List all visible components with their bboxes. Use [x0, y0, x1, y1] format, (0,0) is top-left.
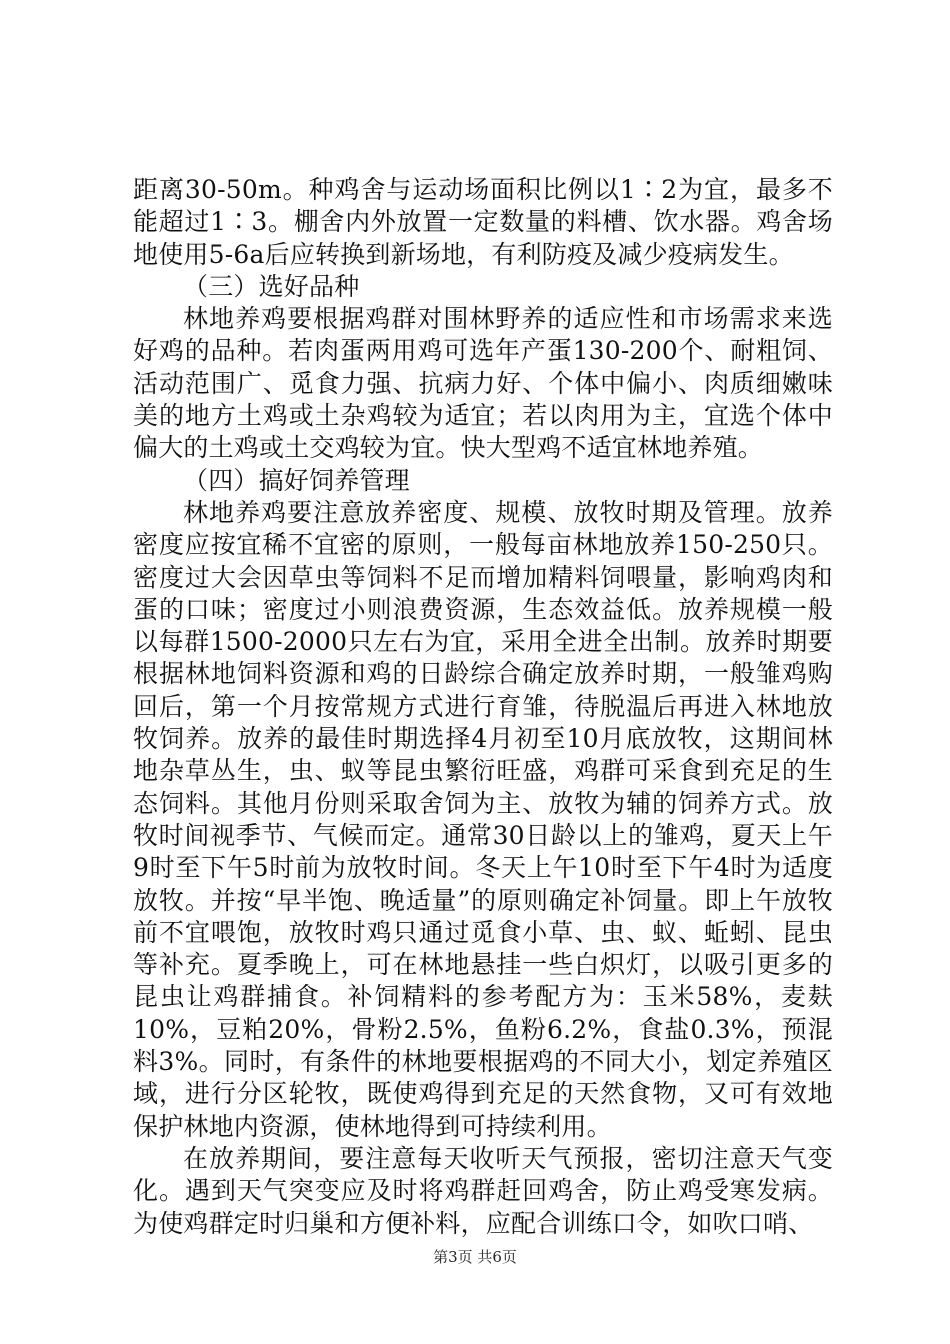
section-heading-3: （三）选好品种	[183, 271, 360, 301]
section-heading-4: （四）搞好饲养管理	[183, 465, 410, 495]
paragraph-feeding-management: 林地养鸡要注意放养密度、规模、放牧时期及管理。放养密度应按宜稀不宜密的原则，一般每亩林地放养150-250只。密度过大会因草虫等饲料不足而增加精料饲喂量，影响鸡肉和蛋的口味；密度过小则浪费资源，生态效益低。放养规模一般以每群1500-2000只左右为宜，采用全进全出制。放养时期要根据林地饲料资源和鸡的日龄综合确定放养时期，一般雏鸡购回后，第一个月按常规方式进行育雏，待脱温后再进入林地放牧饲养。放养的最佳时期选择4月初至10月底放牧，这期间林地杂草丛生，虫、蚁等昆虫繁衍旺盛，鸡群可采食到充足的生态饲料。其他月份则采取舍饲为主、放牧为辅的饲养方式。放牧时间视季节、气候而定。通常30日龄以上的雏鸡，夏天上午9时至下午5时前为放牧时间。冬天上午10时至下午4时为适度放牧。并按“早半饱、晚适量”的原则确定补饲量。即上午放牧前不宜喂饱，放牧时鸡只通过觅食小草、虫、蚁、蚯蚓、昆虫等补充。夏季晚上，可在林地悬挂一些白炽灯，以吸引更多的昆虫让鸡群捕食。补饲精料的参考配方为：玉米58%，麦麸10%，豆粕20%，骨粉2.5%，鱼粉6.2%，食盐0.3%，预混料3%。同时，有条件的林地要根据鸡的不同大小，划定养殖区域，进行分区轮牧，既使鸡得到充足的天然食物，又可有效地保护林地内资源，使林地得到可持续利用。	[133, 497, 833, 1141]
paragraph-weather-care: 在放养期间，要注意每天收听天气预报，密切注意天气变化。遇到天气突变应及时将鸡群赶回鸡舍，防止鸡受寒发病。为使鸡群定时归巢和方便补料，应配合训练口令，如吹口哨、	[133, 1143, 833, 1238]
document-body	[133, 174, 833, 1240]
page-number-footer: 第3页 共6页	[433, 1248, 517, 1266]
paragraph-continuation: 距离30-50m。种鸡舍与运动场面积比例以1∶2为宜，最多不能超过1∶3。棚舍内外放置一定数量的料槽、饮水器。鸡舍场地使用5-6a后应转换到新场地，有利防疫及减少疫病发生。	[133, 175, 833, 269]
paragraph-breed-selection: 林地养鸡要根据鸡群对围林野养的适应性和市场需求来选好鸡的品种。若肉蛋两用鸡可选年产蛋130-200个、耐粗饲、活动范围广、觅食力强、抗病力好、个体中偏小、肉质细嫩味美的地方土鸡或土杂鸡较为适宜；若以肉用为主，宜选个体中偏大的土鸡或土交鸡较为宜。快大型鸡不适宜林地养殖。	[133, 304, 833, 463]
